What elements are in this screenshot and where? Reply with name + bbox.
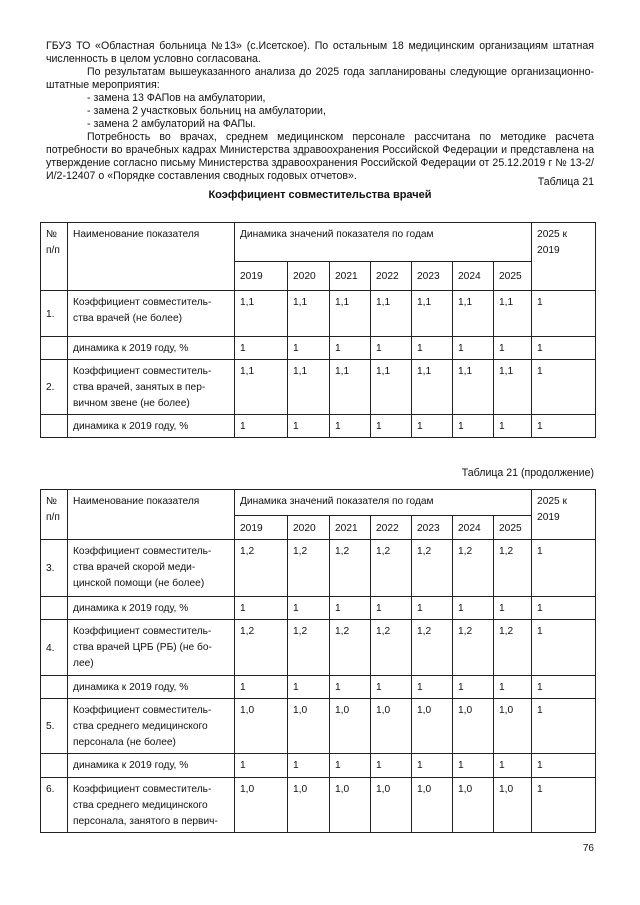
- table-1: [40, 222, 596, 438]
- row-num: 6.: [41, 778, 68, 833]
- row-name: динамика к 2019 году, %: [68, 415, 235, 438]
- last-cell: 1: [532, 597, 596, 620]
- page-number: 76: [582, 843, 594, 854]
- table1-title: Коэффициент совместительства врачей: [208, 189, 432, 201]
- value-cell: 1: [330, 597, 371, 620]
- year-cell: 2024: [453, 262, 494, 291]
- year-cell: 2024: [453, 516, 494, 540]
- year-cell: 2019: [235, 262, 288, 291]
- table-row: [41, 597, 596, 620]
- table-row: [41, 620, 596, 676]
- row-num: [41, 754, 68, 778]
- row-num: [41, 337, 68, 360]
- row-name: Коэффициент совместитель-ства среднего медицинского персонала, занятого в первич-: [68, 778, 235, 833]
- value-cell: 1: [453, 676, 494, 699]
- value-cell: 1: [235, 597, 288, 620]
- value-cell: 1,2: [494, 540, 532, 597]
- row-num: 5.: [41, 699, 68, 754]
- year-cell: 2025: [494, 262, 532, 291]
- value-cell: 1,2: [330, 540, 371, 597]
- value-cell: 1,2: [235, 540, 288, 597]
- value-cell: 1: [412, 415, 453, 438]
- value-cell: 1,1: [235, 360, 288, 415]
- value-cell: 1,0: [330, 699, 371, 754]
- table-2: [40, 489, 596, 833]
- header-name: Наименование показателя: [68, 223, 235, 291]
- value-cell: 1,0: [412, 778, 453, 833]
- value-cell: 1,0: [288, 778, 330, 833]
- row-num: 3.: [41, 540, 68, 597]
- value-cell: 1,2: [288, 620, 330, 676]
- value-cell: 1,1: [453, 291, 494, 337]
- year-cell: 2022: [371, 516, 412, 540]
- value-cell: 1,1: [371, 291, 412, 337]
- value-cell: 1: [330, 676, 371, 699]
- row-num: 2.: [41, 360, 68, 415]
- table2-caption: Таблица 21 (продолжение): [461, 467, 594, 479]
- table-row: [41, 778, 596, 833]
- table-row: [41, 291, 596, 337]
- value-cell: 1,0: [330, 778, 371, 833]
- value-cell: 1: [453, 337, 494, 360]
- bullet-1: - замена 13 ФАПов на амбулатории,: [87, 92, 266, 104]
- last-cell: 1: [532, 360, 596, 415]
- row-name: Коэффициент совместитель-ства врачей ЦРБ (РБ) (не бо-лее): [68, 620, 235, 676]
- header-num: № п/п: [41, 490, 68, 540]
- row-name: Коэффициент совместитель-ства врачей, занятых в пер-вичном звене (не более): [68, 360, 235, 415]
- value-cell: 1,0: [371, 699, 412, 754]
- year-cell: 2022: [371, 262, 412, 291]
- value-cell: 1,2: [412, 620, 453, 676]
- table-row: [41, 676, 596, 699]
- value-cell: 1: [371, 597, 412, 620]
- row-num: [41, 676, 68, 699]
- value-cell: 1: [235, 676, 288, 699]
- table1-caption: Таблица 21: [537, 176, 594, 188]
- year-cell: 2025: [494, 516, 532, 540]
- value-cell: 1,2: [453, 540, 494, 597]
- row-name: динамика к 2019 году, %: [68, 754, 235, 778]
- value-cell: 1,1: [412, 291, 453, 337]
- value-cell: 1: [453, 597, 494, 620]
- header-last: 2025 к 2019: [532, 223, 596, 291]
- last-cell: 1: [532, 778, 596, 833]
- paragraph-3: Потребность во врачах, среднем медицинском персонале рассчитана по методике расчета потребности во врачебных кадрах Министерства здравоохранения Российской Федерации и представлена на утверждение согласно письму Министерства здравоохранения Российской Федерации от 25.12.2019 г № 13-2/И/2-12407 о «Порядке составления сводных годовых отчетов».: [46, 131, 594, 182]
- value-cell: 1,2: [494, 620, 532, 676]
- value-cell: 1: [330, 415, 371, 438]
- header-dynamics: Динамика значений показателя по годам: [235, 223, 532, 262]
- value-cell: 1,1: [288, 360, 330, 415]
- value-cell: 1: [288, 597, 330, 620]
- value-cell: 1,0: [494, 778, 532, 833]
- last-cell: 1: [532, 291, 596, 337]
- value-cell: 1: [235, 754, 288, 778]
- table-row: [41, 337, 596, 360]
- row-name: динамика к 2019 году, %: [68, 337, 235, 360]
- table2-header-row: [41, 490, 596, 516]
- value-cell: 1,1: [494, 291, 532, 337]
- last-cell: 1: [532, 754, 596, 778]
- value-cell: 1: [453, 754, 494, 778]
- table-row: [41, 754, 596, 778]
- value-cell: 1: [330, 754, 371, 778]
- value-cell: 1,1: [288, 291, 330, 337]
- value-cell: 1,2: [235, 620, 288, 676]
- value-cell: 1,2: [371, 620, 412, 676]
- last-cell: 1: [532, 337, 596, 360]
- last-cell: 1: [532, 699, 596, 754]
- value-cell: 1: [288, 754, 330, 778]
- value-cell: 1,2: [330, 620, 371, 676]
- value-cell: 1: [371, 754, 412, 778]
- value-cell: 1: [371, 415, 412, 438]
- year-cell: 2021: [330, 516, 371, 540]
- value-cell: 1: [371, 676, 412, 699]
- value-cell: 1: [330, 337, 371, 360]
- value-cell: 1,1: [494, 360, 532, 415]
- value-cell: 1,0: [494, 699, 532, 754]
- value-cell: 1: [494, 754, 532, 778]
- value-cell: 1: [371, 337, 412, 360]
- value-cell: 1: [288, 415, 330, 438]
- value-cell: 1,1: [412, 360, 453, 415]
- paragraph-1: ГБУЗ ТО «Областная больница №13» (с.Исетское). По остальным 18 медицинским организациям штатная численность в целом условно согласована.: [46, 40, 594, 65]
- table-row: [41, 699, 596, 754]
- header-num: № п/п: [41, 223, 68, 291]
- year-cell: 2021: [330, 262, 371, 291]
- year-cell: 2023: [412, 516, 453, 540]
- paragraph-2: По результатам вышеуказанного анализа до 2025 года запланированы следующие организационно-штатные мероприятия:: [46, 66, 594, 91]
- value-cell: 1,1: [371, 360, 412, 415]
- value-cell: 1: [235, 415, 288, 438]
- value-cell: 1: [288, 337, 330, 360]
- bullet-3: - замена 2 амбулаторий на ФАПы.: [87, 118, 256, 130]
- header-dynamics: Динамика значений показателя по годам: [235, 490, 532, 516]
- value-cell: 1: [453, 415, 494, 438]
- row-num: 4.: [41, 620, 68, 676]
- row-name: Коэффициент совместитель-ства среднего медицинского персонала (не более): [68, 699, 235, 754]
- row-name: динамика к 2019 году, %: [68, 597, 235, 620]
- value-cell: 1,1: [235, 291, 288, 337]
- last-cell: 1: [532, 540, 596, 597]
- value-cell: 1,2: [371, 540, 412, 597]
- year-cell: 2020: [288, 516, 330, 540]
- last-cell: 1: [532, 620, 596, 676]
- year-cell: 2019: [235, 516, 288, 540]
- value-cell: 1,0: [235, 699, 288, 754]
- value-cell: 1,0: [412, 699, 453, 754]
- table1-header-row: [41, 223, 596, 262]
- value-cell: 1,1: [330, 360, 371, 415]
- value-cell: 1,1: [330, 291, 371, 337]
- last-cell: 1: [532, 415, 596, 438]
- row-num: 1.: [41, 291, 68, 337]
- value-cell: 1: [412, 597, 453, 620]
- table-row: [41, 415, 596, 438]
- last-cell: 1: [532, 676, 596, 699]
- value-cell: 1: [494, 676, 532, 699]
- year-cell: 2020: [288, 262, 330, 291]
- value-cell: 1: [494, 415, 532, 438]
- header-name: Наименование показателя: [68, 490, 235, 540]
- year-cell: 2023: [412, 262, 453, 291]
- value-cell: 1: [288, 676, 330, 699]
- row-num: [41, 597, 68, 620]
- table-row: [41, 360, 596, 415]
- value-cell: 1,2: [288, 540, 330, 597]
- header-last: 2025 к 2019: [532, 490, 596, 540]
- row-name: динамика к 2019 году, %: [68, 676, 235, 699]
- table-row: [41, 540, 596, 597]
- row-name: Коэффициент совместитель-ства врачей (не более): [68, 291, 235, 337]
- row-name: Коэффициент совместитель-ства врачей скорой меди-цинской помощи (не более): [68, 540, 235, 597]
- bullet-2: - замена 2 участковых больниц на амбулатории,: [87, 105, 326, 117]
- value-cell: 1: [494, 337, 532, 360]
- value-cell: 1,0: [288, 699, 330, 754]
- row-num: [41, 415, 68, 438]
- value-cell: 1,0: [453, 778, 494, 833]
- value-cell: 1,1: [453, 360, 494, 415]
- value-cell: 1: [412, 754, 453, 778]
- value-cell: 1: [235, 337, 288, 360]
- value-cell: 1: [412, 676, 453, 699]
- value-cell: 1,0: [453, 699, 494, 754]
- value-cell: 1,0: [235, 778, 288, 833]
- value-cell: 1: [494, 597, 532, 620]
- value-cell: 1: [412, 337, 453, 360]
- value-cell: 1,2: [412, 540, 453, 597]
- value-cell: 1,0: [371, 778, 412, 833]
- value-cell: 1,2: [453, 620, 494, 676]
